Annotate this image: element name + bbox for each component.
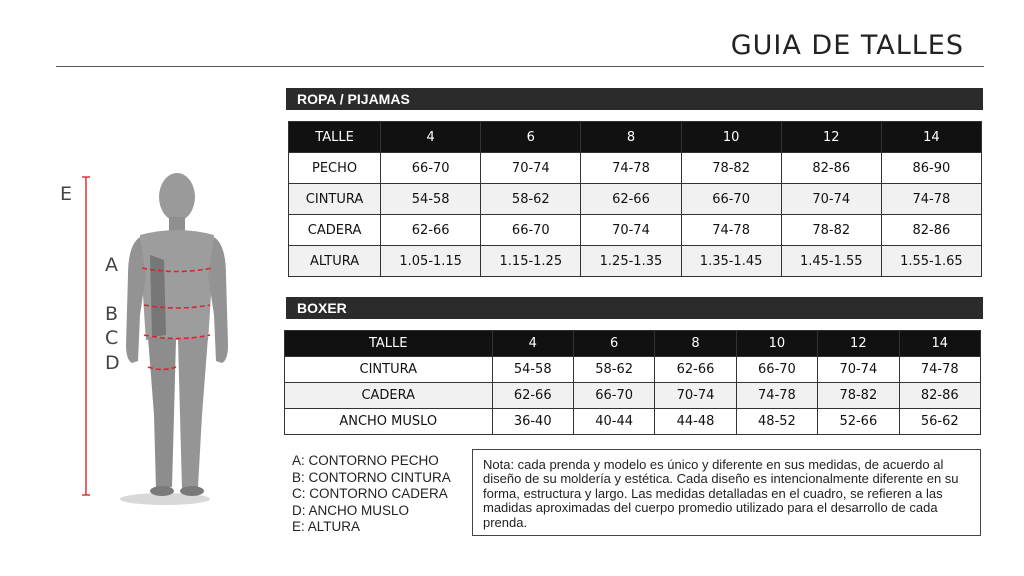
- legend-item: D: ANCHO MUSLO: [292, 502, 410, 518]
- table-cell: 70-74: [781, 184, 881, 215]
- table-row: [289, 246, 982, 277]
- table-cell: 52-66: [818, 409, 899, 435]
- header-cell: 8: [655, 331, 736, 357]
- table-cell: 78-82: [681, 153, 781, 184]
- table-cell: 66-70: [681, 184, 781, 215]
- figure-label-b: B: [105, 303, 119, 325]
- table-cell: 86-90: [881, 153, 981, 184]
- header-cell: 14: [881, 122, 981, 153]
- table-cell: 44-48: [655, 409, 736, 435]
- header-cell: 4: [381, 122, 481, 153]
- row-label-cell: ANCHO MUSLO: [285, 409, 493, 435]
- table-row: [285, 409, 981, 435]
- title-divider: [56, 66, 984, 67]
- table-row: [289, 184, 982, 215]
- header-cell: 6: [573, 331, 654, 357]
- table-cell: 1.55-1.65: [881, 246, 981, 277]
- table-cell: 66-70: [736, 357, 817, 383]
- table-cell: 74-78: [681, 215, 781, 246]
- table-cell: 1.35-1.45: [681, 246, 781, 277]
- table-cell: 1.25-1.35: [581, 246, 681, 277]
- figure-label-d: D: [105, 352, 120, 374]
- table-cell: 58-62: [481, 184, 581, 215]
- page-title: GUIA DE TALLES: [730, 30, 964, 61]
- table-cell: 48-52: [736, 409, 817, 435]
- row-label-cell: PECHO: [289, 153, 381, 184]
- table-header-row: [289, 122, 982, 153]
- table-cell: 74-78: [581, 153, 681, 184]
- table-cell: 1.45-1.55: [781, 246, 881, 277]
- row-label-cell: ALTURA: [289, 246, 381, 277]
- header-cell: 12: [818, 331, 899, 357]
- table-cell: 36-40: [492, 409, 573, 435]
- legend-item: C: CONTORNO CADERA: [292, 486, 448, 501]
- table-cell: 78-82: [818, 383, 899, 409]
- note-box: Nota: cada prenda y modelo es único y diferente en sus medidas, de acuerdo al diseño de su moldería y estética. Cada diseño es intencionalmente diferente en su forma, estructura y largo. Las medidas detalladas en el cuadro, se refieren a las madidas aproximadas del cuerpo promedio utilizado para el desarrollo de cada prenda.: [472, 449, 981, 536]
- header-cell: TALLE: [289, 122, 381, 153]
- table-cell: 66-70: [573, 383, 654, 409]
- row-label-cell: CINTURA: [289, 184, 381, 215]
- header-cell: 10: [681, 122, 781, 153]
- table-cell: 74-78: [899, 357, 980, 383]
- table-cell: 82-86: [781, 153, 881, 184]
- table-row: [285, 357, 981, 383]
- section-heading-ropa-pijamas: ROPA / PIJAMAS: [286, 88, 983, 110]
- row-label-cell: CINTURA: [285, 357, 493, 383]
- table-row: [285, 383, 981, 409]
- header-cell: 10: [736, 331, 817, 357]
- table-cell: 74-78: [736, 383, 817, 409]
- header-cell: 12: [781, 122, 881, 153]
- table-cell: 62-66: [492, 383, 573, 409]
- table-cell: 70-74: [581, 215, 681, 246]
- header-cell: 6: [481, 122, 581, 153]
- size-table-boxer: [284, 330, 981, 435]
- table-cell: 66-70: [481, 215, 581, 246]
- table-cell: 62-66: [655, 357, 736, 383]
- figure-label-c: C: [105, 327, 119, 349]
- table-cell: 70-74: [818, 357, 899, 383]
- table-cell: 78-82: [781, 215, 881, 246]
- table-cell: 62-66: [381, 215, 481, 246]
- table-cell: 62-66: [581, 184, 681, 215]
- table-cell: 70-74: [481, 153, 581, 184]
- table-cell: 58-62: [573, 357, 654, 383]
- table-cell: 56-62: [899, 409, 980, 435]
- table-row: [289, 153, 982, 184]
- legend-item: E: ALTURA: [292, 519, 361, 534]
- row-label-cell: CADERA: [289, 215, 381, 246]
- table-cell: 82-86: [881, 215, 981, 246]
- table-cell: 1.05-1.15: [381, 246, 481, 277]
- header-cell: 8: [581, 122, 681, 153]
- table-cell: 40-44: [573, 409, 654, 435]
- section-heading-boxer: BOXER: [286, 297, 983, 319]
- measurement-legend: [292, 453, 451, 536]
- header-cell: 4: [492, 331, 573, 357]
- figure-label-e: E: [60, 183, 73, 205]
- table-row: [289, 215, 982, 246]
- table-cell: 74-78: [881, 184, 981, 215]
- table-cell: 70-74: [655, 383, 736, 409]
- table-cell: 54-58: [492, 357, 573, 383]
- legend-item: B: CONTORNO CINTURA: [292, 469, 451, 485]
- size-table-ropa-pijamas: [288, 121, 982, 277]
- table-cell: 1.15-1.25: [481, 246, 581, 277]
- table-cell: 66-70: [381, 153, 481, 184]
- header-cell: 14: [899, 331, 980, 357]
- legend-item: A: CONTORNO PECHO: [292, 453, 439, 468]
- table-header-row: [285, 331, 981, 357]
- table-cell: 54-58: [381, 184, 481, 215]
- figure-label-a: A: [105, 254, 118, 276]
- table-cell: 82-86: [899, 383, 980, 409]
- header-cell: TALLE: [285, 331, 493, 357]
- row-label-cell: CADERA: [285, 383, 493, 409]
